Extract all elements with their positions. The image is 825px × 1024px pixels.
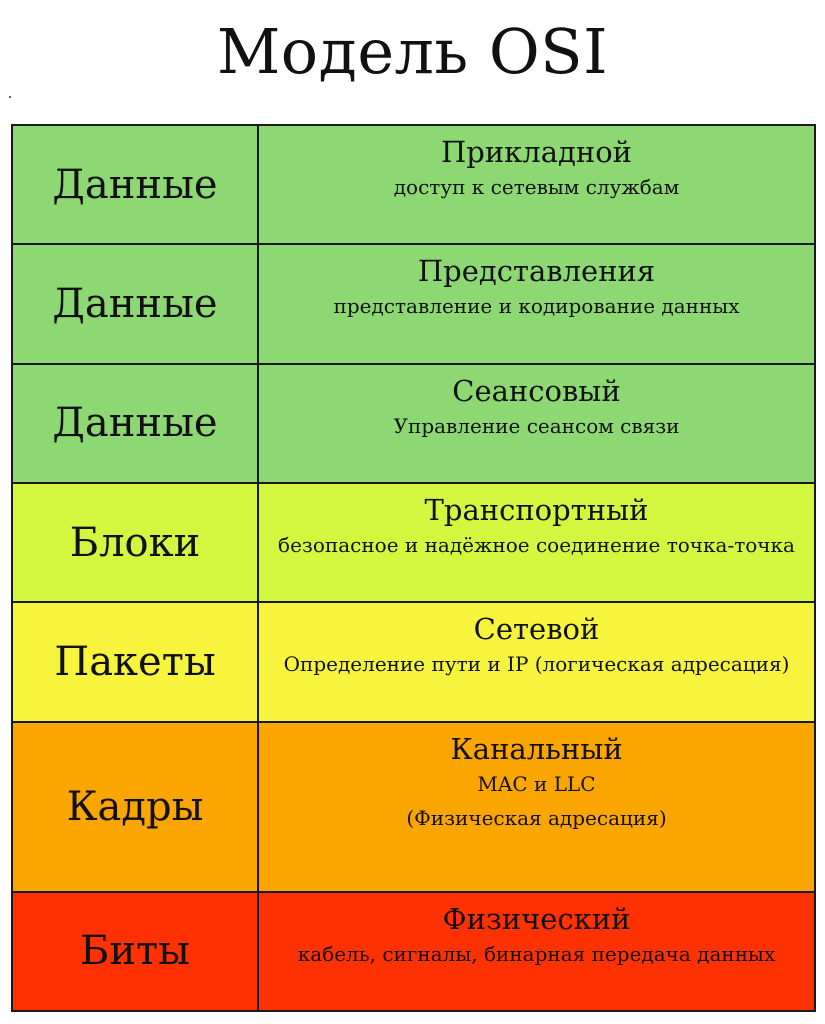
layer-cell [258,244,815,363]
layer-name: Сеансовый [452,373,621,408]
data-unit-cell: Данные [12,244,258,363]
layer-cell [258,364,815,483]
page-title: Модель OSI [216,15,609,88]
layer-name: Канальный [450,731,623,766]
data-unit-cell: Пакеты [12,602,258,721]
osi-layers-table [11,124,816,1012]
layer-description: Управление сеансом связи [393,413,680,438]
data-unit-cell: Данные [12,364,258,483]
layer-description-line-2: (Физическая адресация) [406,805,667,830]
layer-description: безопасное и надёжное соединение точка-точка [278,532,795,557]
layer-row-session [12,364,815,483]
layer-cell [258,602,815,721]
layer-row-presentation [12,244,815,363]
layer-row-physical [12,892,815,1011]
layer-row-transport [12,483,815,602]
stray-dot [9,96,11,98]
layer-name: Физический [442,901,631,936]
layer-name: Представления [417,254,656,289]
layer-description: кабель, сигналы, бинарная передача данных [297,941,776,966]
layer-cell [258,722,815,892]
layer-description: представление и кодирование данных [333,294,740,319]
layer-name: Прикладной [441,135,632,169]
data-unit-cell: Биты [12,892,258,1011]
layer-name: Транспортный [424,492,649,527]
data-unit-cell: Кадры [12,722,258,892]
layer-row-network [12,602,815,721]
data-unit-cell: Данные [12,125,258,244]
layer-cell [258,892,815,1011]
layer-row-application [12,125,815,244]
layer-description: Определение пути и IP (логическая адресация) [283,652,790,677]
layer-description: MAC и LLC [477,771,596,796]
data-unit-cell: Блоки [12,483,258,602]
layer-description: доступ к сетевым службам [393,175,680,199]
layer-name: Сетевой [473,612,600,647]
layer-cell [258,483,815,602]
layer-cell [258,125,815,244]
layer-row-data-link [12,722,815,892]
